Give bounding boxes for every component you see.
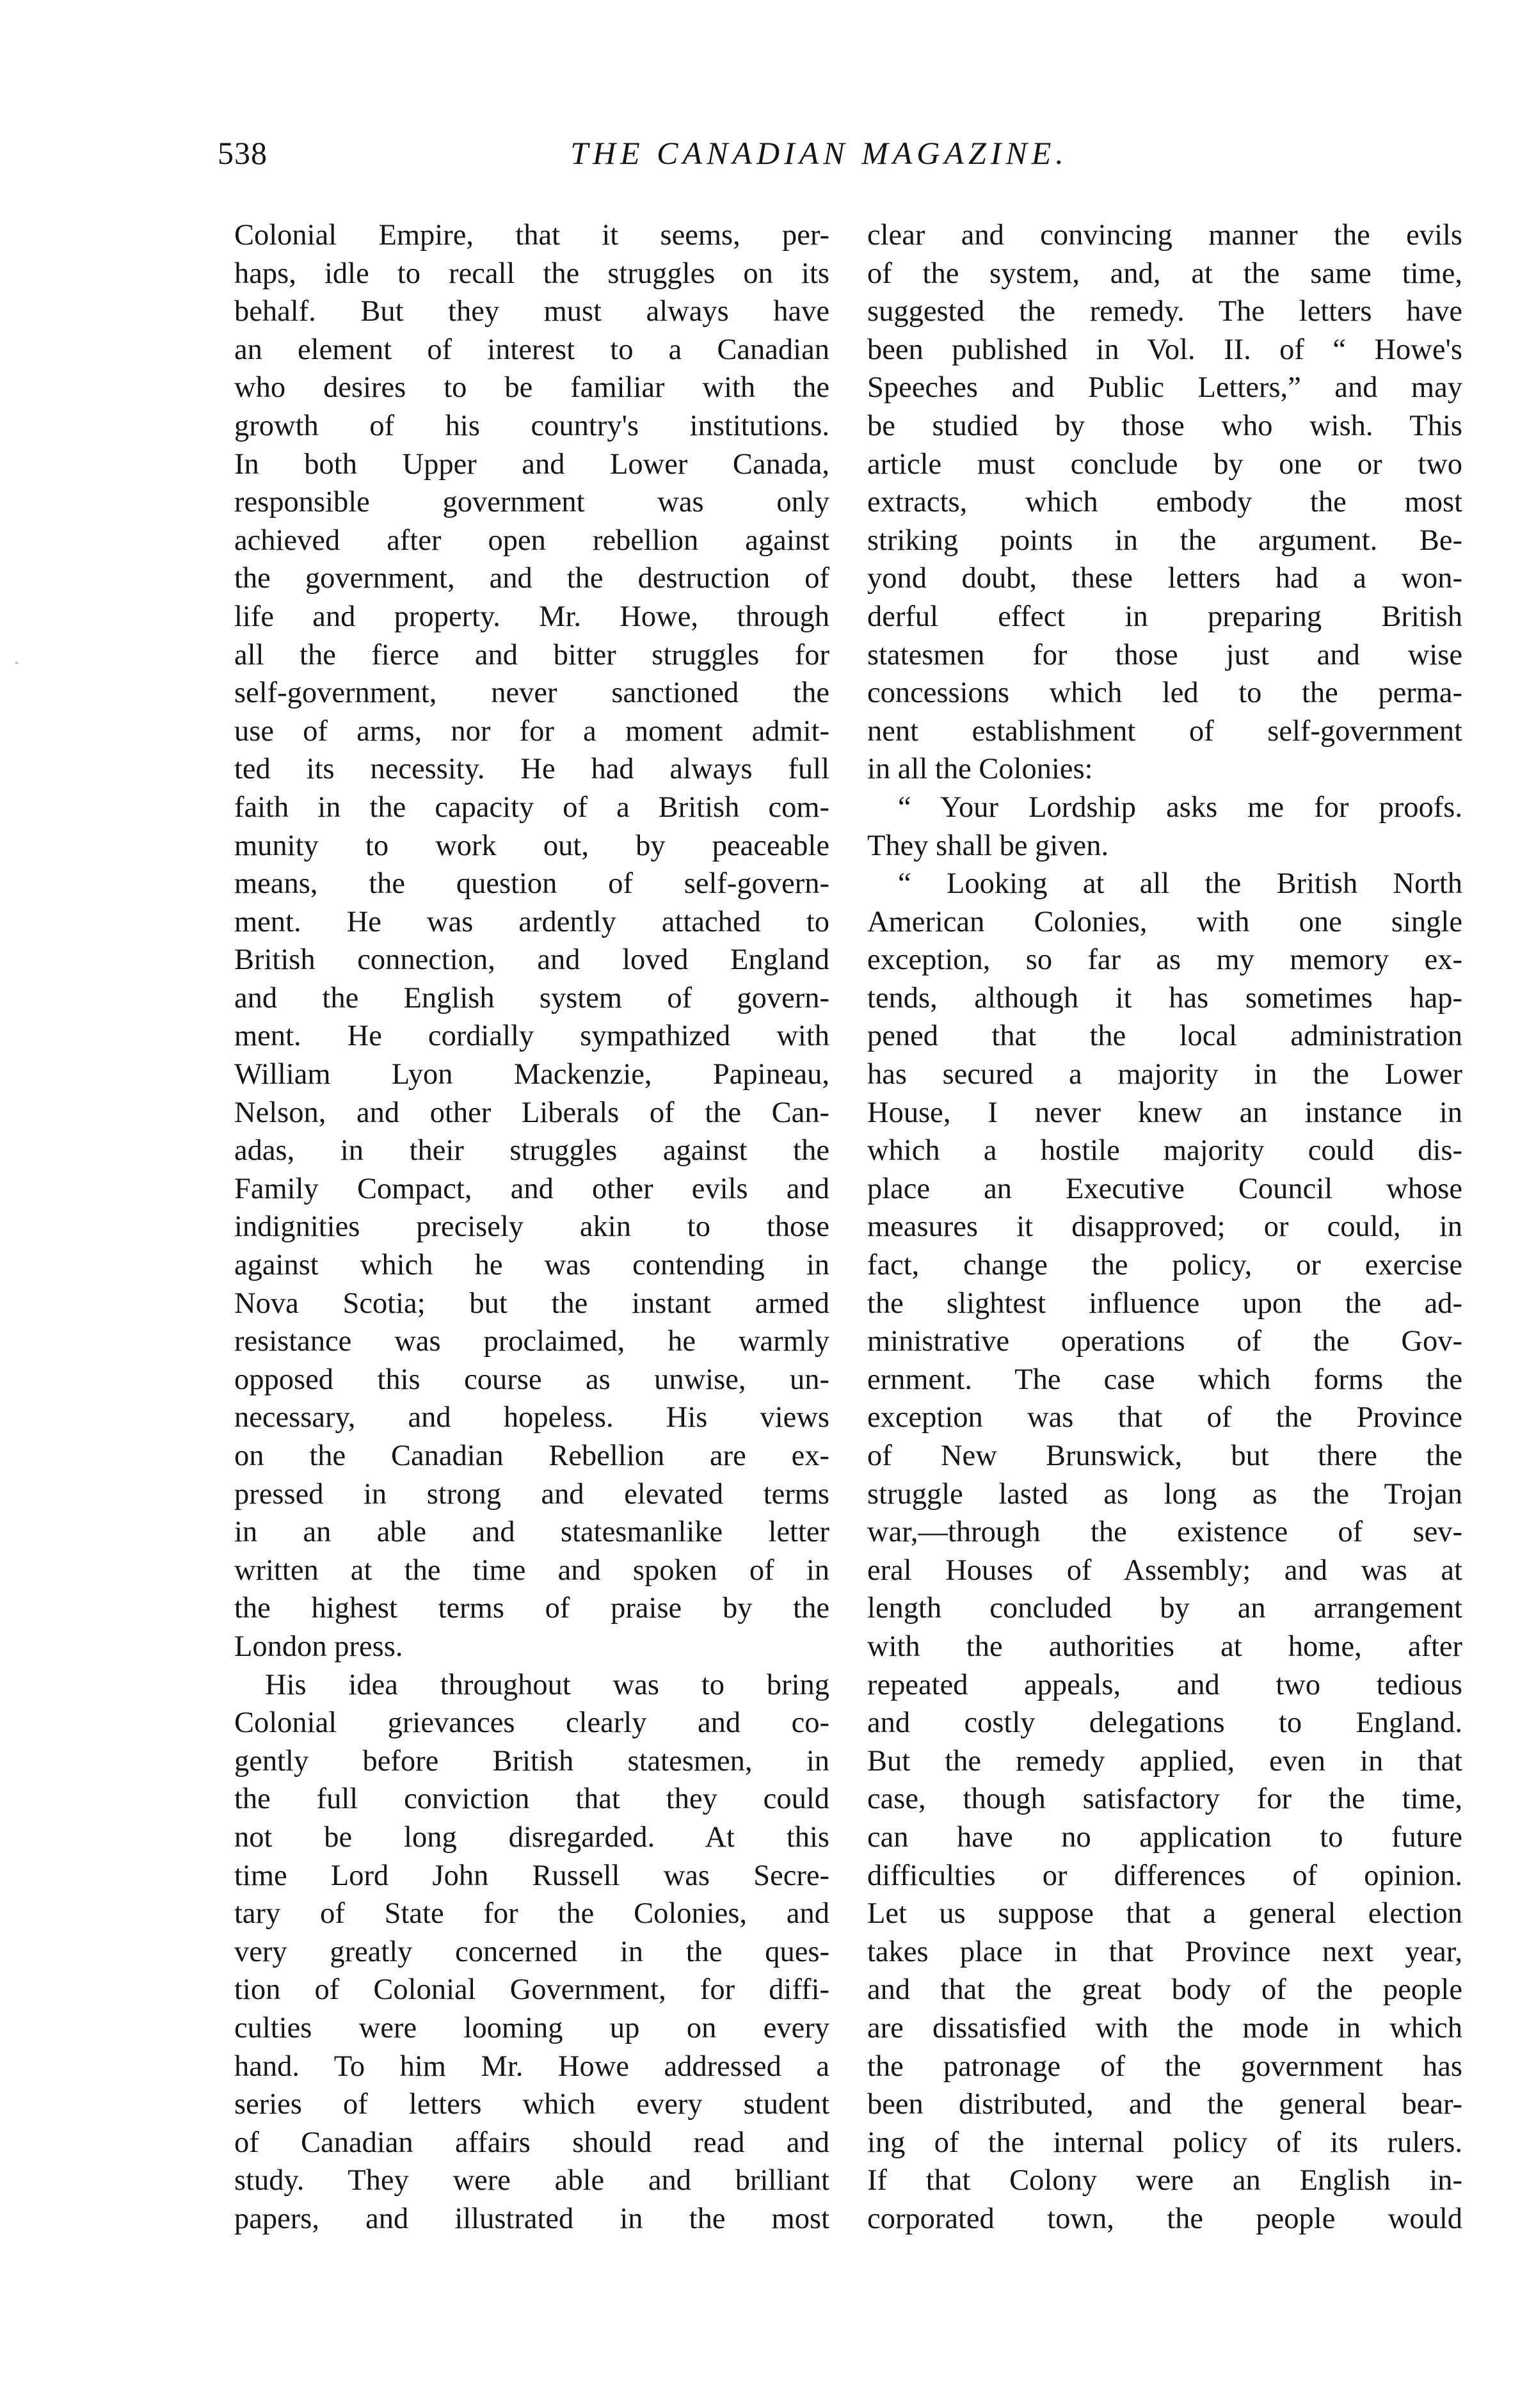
text-line: of the system, and, at the same time, bbox=[867, 257, 1462, 290]
text-line: are dissatisfied with the mode in which bbox=[867, 2011, 1462, 2044]
text-line: has secured a majority in the Lower bbox=[867, 1058, 1462, 1091]
text-line: hand. To him Mr. Howe addressed a bbox=[234, 2050, 829, 2083]
text-line: responsible government was only bbox=[234, 486, 829, 519]
text-line: measures it disapproved; or could, in bbox=[867, 1210, 1462, 1244]
text-line: American Colonies, with one single bbox=[867, 905, 1462, 938]
text-line: against which he was contending in bbox=[234, 1249, 829, 1282]
text-line: in an able and statesmanlike letter bbox=[234, 1516, 829, 1549]
text-line: ment. He cordially sympathized with bbox=[234, 1020, 829, 1053]
text-line: William Lyon Mackenzie, Papineau, bbox=[234, 1058, 829, 1091]
text-line: difficulties or differences of opinion. bbox=[867, 1859, 1462, 1892]
text-line: ted its necessity. He had always full bbox=[234, 753, 829, 786]
text-line: “ Your Lordship asks me for proofs. bbox=[898, 791, 1462, 824]
text-line: been published in Vol. II. of “ Howe's bbox=[867, 333, 1462, 366]
left-column bbox=[234, 216, 829, 2238]
text-line: time Lord John Russell was Secre- bbox=[234, 1859, 829, 1892]
text-line: the patronage of the government has bbox=[867, 2050, 1462, 2083]
text-line: resistance was proclaimed, he warmly bbox=[234, 1325, 829, 1358]
text-line: tary of State for the Colonies, and bbox=[234, 1897, 829, 1930]
text-line: haps, idle to recall the struggles on its bbox=[234, 257, 829, 290]
text-line: Colonial grievances clearly and co- bbox=[234, 1706, 829, 1740]
text-line: and costly delegations to England. bbox=[867, 1706, 1462, 1740]
text-line: If that Colony were an English in- bbox=[867, 2164, 1462, 2197]
text-line: takes place in that Province next year, bbox=[867, 1935, 1462, 1968]
text-line: statesmen for those just and wise bbox=[867, 638, 1462, 671]
text-line: very greatly concerned in the ques- bbox=[234, 1935, 829, 1968]
text-line: which a hostile majority could dis- bbox=[867, 1134, 1462, 1168]
text-line: series of letters which every student bbox=[234, 2088, 829, 2121]
text-line: growth of his country's institutions. bbox=[234, 409, 829, 442]
text-line: an element of interest to a Canadian bbox=[234, 333, 829, 366]
text-line: the highest terms of praise by the bbox=[234, 1592, 829, 1625]
text-line: Let us suppose that a general election bbox=[867, 1897, 1462, 1930]
text-line: They shall be given. bbox=[867, 829, 1109, 862]
text-line: clear and convincing manner the evils bbox=[867, 219, 1462, 252]
text-line: all the fierce and bitter struggles for bbox=[234, 638, 829, 671]
text-line: ing of the internal policy of its rulers. bbox=[867, 2126, 1462, 2159]
text-line: fact, change the policy, or exercise bbox=[867, 1249, 1462, 1282]
text-line: length concluded by an arrangement bbox=[867, 1592, 1462, 1625]
text-line: striking points in the argument. Be- bbox=[867, 524, 1462, 557]
text-line: not be long disregarded. At this bbox=[234, 1820, 829, 1854]
text-line: Speeches and Public Letters,” and may bbox=[867, 371, 1462, 405]
text-line: life and property. Mr. Howe, through bbox=[234, 600, 829, 633]
text-line: adas, in their struggles against the bbox=[234, 1134, 829, 1168]
text-line: of Canadian affairs should read and bbox=[234, 2126, 829, 2159]
text-line: means, the question of self-govern- bbox=[234, 867, 829, 901]
text-line: behalf. But they must always have bbox=[234, 295, 829, 328]
text-line: study. They were able and brilliant bbox=[234, 2164, 829, 2197]
text-line: in all the Colonies: bbox=[867, 753, 1093, 786]
text-line: opposed this course as unwise, un- bbox=[234, 1363, 829, 1396]
text-line: pressed in strong and elevated terms bbox=[234, 1477, 829, 1511]
text-line: be studied by those who wish. This bbox=[867, 409, 1462, 442]
text-line: exception, so far as my memory ex- bbox=[867, 943, 1462, 977]
text-line: concessions which led to the perma- bbox=[867, 677, 1462, 710]
text-line: yond doubt, these letters had a won- bbox=[867, 562, 1462, 595]
text-line: can have no application to future bbox=[867, 1820, 1462, 1854]
text-line: on the Canadian Rebellion are ex- bbox=[234, 1440, 829, 1472]
page-number: 538 bbox=[218, 135, 268, 171]
text-line: ment. He was ardently attached to bbox=[234, 905, 829, 938]
text-line: indignities precisely akin to those bbox=[234, 1210, 829, 1244]
text-line: “ Looking at all the British North bbox=[898, 867, 1462, 901]
text-line: culties were looming up on every bbox=[234, 2011, 829, 2044]
text-line: tion of Colonial Government, for diffi- bbox=[234, 1973, 829, 2007]
text-line: struggle lasted as long as the Trojan bbox=[867, 1477, 1462, 1511]
text-line: written at the time and spoken of in bbox=[234, 1553, 829, 1587]
margin-mark bbox=[15, 662, 18, 664]
text-line: ministrative operations of the Gov- bbox=[867, 1325, 1462, 1358]
text-line: Family Compact, and other evils and bbox=[234, 1172, 829, 1205]
text-line: Colonial Empire, that it seems, per- bbox=[234, 219, 829, 252]
text-line: been distributed, and the general bear- bbox=[867, 2088, 1462, 2121]
text-line: In both Upper and Lower Canada, bbox=[234, 447, 829, 481]
text-line: exception was that of the Province bbox=[867, 1401, 1462, 1434]
text-line: faith in the capacity of a British com- bbox=[234, 791, 829, 824]
text-line: and that the great body of the people bbox=[867, 1973, 1462, 2007]
text-line: House, I never knew an instance in bbox=[867, 1096, 1462, 1129]
text-line: gently before British statesmen, in bbox=[234, 1744, 829, 1778]
text-line: who desires to be familiar with the bbox=[234, 371, 829, 405]
text-line: pened that the local administration bbox=[867, 1020, 1462, 1053]
running-head: THE CANADIAN MAGAZINE. bbox=[570, 135, 1068, 171]
right-column bbox=[867, 216, 1462, 2238]
text-line: repeated appeals, and two tedious bbox=[867, 1668, 1462, 1701]
text-line: use of arms, nor for a moment admit- bbox=[234, 714, 829, 748]
text-line: London press. bbox=[234, 1630, 403, 1663]
text-line: British connection, and loved England bbox=[234, 943, 829, 977]
text-line: Nova Scotia; but the instant armed bbox=[234, 1287, 829, 1320]
text-line: derful effect in preparing British bbox=[867, 600, 1462, 633]
text-line: suggested the remedy. The letters have bbox=[867, 295, 1462, 328]
text-line: munity to work out, by peaceable bbox=[234, 829, 829, 862]
text-line: tends, although it has sometimes hap- bbox=[867, 981, 1462, 1015]
text-line: eral Houses of Assembly; and was at bbox=[867, 1553, 1462, 1587]
text-line: necessary, and hopeless. His views bbox=[234, 1401, 829, 1434]
text-line: the government, and the destruction of bbox=[234, 562, 829, 595]
text-line: the full conviction that they could bbox=[234, 1783, 829, 1816]
text-line: the slightest influence upon the ad- bbox=[867, 1287, 1462, 1320]
text-line: extracts, which embody the most bbox=[867, 486, 1462, 519]
text-line: corporated town, the people would bbox=[867, 2202, 1462, 2235]
text-line: and the English system of govern- bbox=[234, 981, 829, 1015]
text-line: ernment. The case which forms the bbox=[867, 1363, 1462, 1396]
text-line: But the remedy applied, even in that bbox=[867, 1744, 1462, 1778]
text-line: of New Brunswick, but there the bbox=[867, 1440, 1462, 1472]
text-line: achieved after open rebellion against bbox=[234, 524, 829, 557]
text-line: self-government, never sanctioned the bbox=[234, 677, 829, 710]
text-line: with the authorities at home, after bbox=[867, 1630, 1462, 1663]
text-line: place an Executive Council whose bbox=[867, 1172, 1462, 1205]
text-line: case, though satisfactory for the time, bbox=[867, 1783, 1462, 1816]
text-line: Nelson, and other Liberals of the Can- bbox=[234, 1096, 829, 1129]
text-line: article must conclude by one or two bbox=[867, 447, 1462, 481]
text-line: papers, and illustrated in the most bbox=[234, 2202, 829, 2235]
text-line: His idea throughout was to bring bbox=[265, 1668, 829, 1701]
text-line: war,—through the existence of sev- bbox=[867, 1516, 1462, 1549]
text-line: nent establishment of self-government bbox=[867, 714, 1462, 748]
